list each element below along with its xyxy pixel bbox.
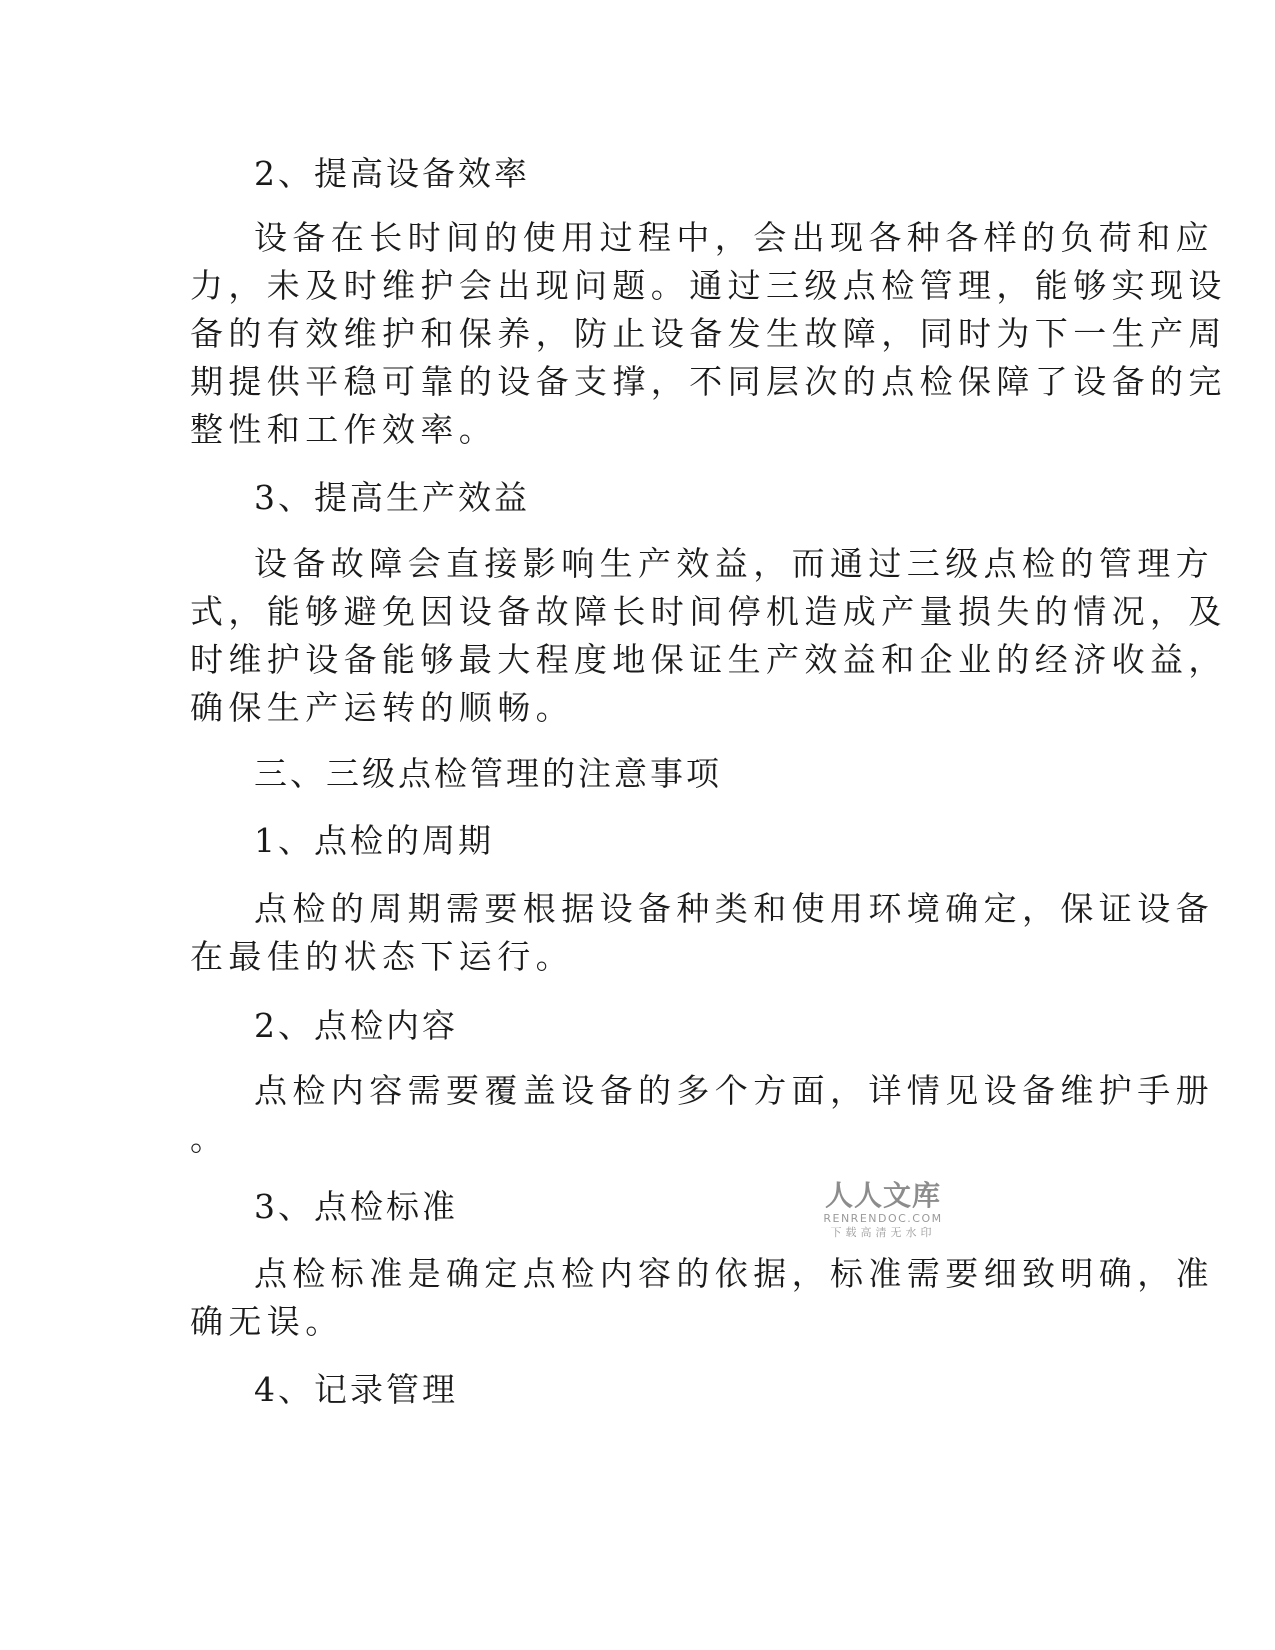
paragraph-line: 点检的周期需要根据设备种类和使用环境确定，保证设备 bbox=[254, 889, 1214, 928]
paragraph-line: 设备在长时间的使用过程中，会出现各种各样的负荷和应 bbox=[254, 218, 1214, 257]
paragraph-line: 在最佳的状态下运行。 bbox=[190, 937, 574, 976]
paragraph-standard bbox=[190, 1250, 1214, 1346]
section-heading-records: 4、记录管理 bbox=[254, 1370, 458, 1409]
watermark-subtitle: 下载高清无水印 bbox=[830, 1226, 936, 1239]
paragraph-line: 点检内容需要覆盖设备的多个方面，详情见设备维护手册 bbox=[254, 1071, 1214, 1110]
section-heading-standard: 3、点检标准 bbox=[254, 1187, 458, 1226]
section-heading-efficiency: 2、提高设备效率 bbox=[254, 154, 530, 193]
paragraph-line: 期提供平稳可靠的设备支撑，不同层次的点检保障了设备的完 bbox=[190, 362, 1227, 401]
watermark-title: 人人文库 bbox=[824, 1179, 941, 1212]
paragraph-line: 整性和工作效率。 bbox=[190, 410, 498, 449]
paragraph-line: 。 bbox=[190, 1119, 229, 1158]
section-heading-cycle: 1、点检的周期 bbox=[254, 821, 494, 860]
paragraph-line: 式，能够避免因设备故障长时间停机造成产量损失的情况，及 bbox=[190, 592, 1227, 631]
section-heading-notes: 三、三级点检管理的注意事项 bbox=[254, 754, 722, 793]
paragraph-benefit bbox=[190, 540, 1227, 732]
paragraph-line: 点检标准是确定点检内容的依据，标准需要细致明确，准 bbox=[254, 1254, 1214, 1293]
paragraph-line: 备的有效维护和保养，防止设备发生故障，同时为下一生产周 bbox=[190, 314, 1227, 353]
paragraph-content bbox=[190, 1067, 1214, 1163]
section-heading-content: 2、点检内容 bbox=[254, 1006, 458, 1045]
watermark-domain: RENRENDOC.COM bbox=[823, 1212, 943, 1225]
paragraph-efficiency bbox=[190, 214, 1227, 454]
paragraph-line: 确无误。 bbox=[190, 1302, 344, 1341]
paragraph-line: 时维护设备能够最大程度地保证生产效益和企业的经济收益， bbox=[190, 640, 1227, 679]
paragraph-line: 确保生产运转的顺畅。 bbox=[190, 688, 574, 727]
paragraph-cycle bbox=[190, 885, 1214, 981]
paragraph-line: 设备故障会直接影响生产效益，而通过三级点检的管理方 bbox=[254, 544, 1214, 583]
section-heading-benefit: 3、提高生产效益 bbox=[254, 478, 530, 517]
watermark-logo bbox=[818, 1180, 948, 1240]
paragraph-line: 力，未及时维护会出现问题。通过三级点检管理，能够实现设 bbox=[190, 266, 1227, 305]
